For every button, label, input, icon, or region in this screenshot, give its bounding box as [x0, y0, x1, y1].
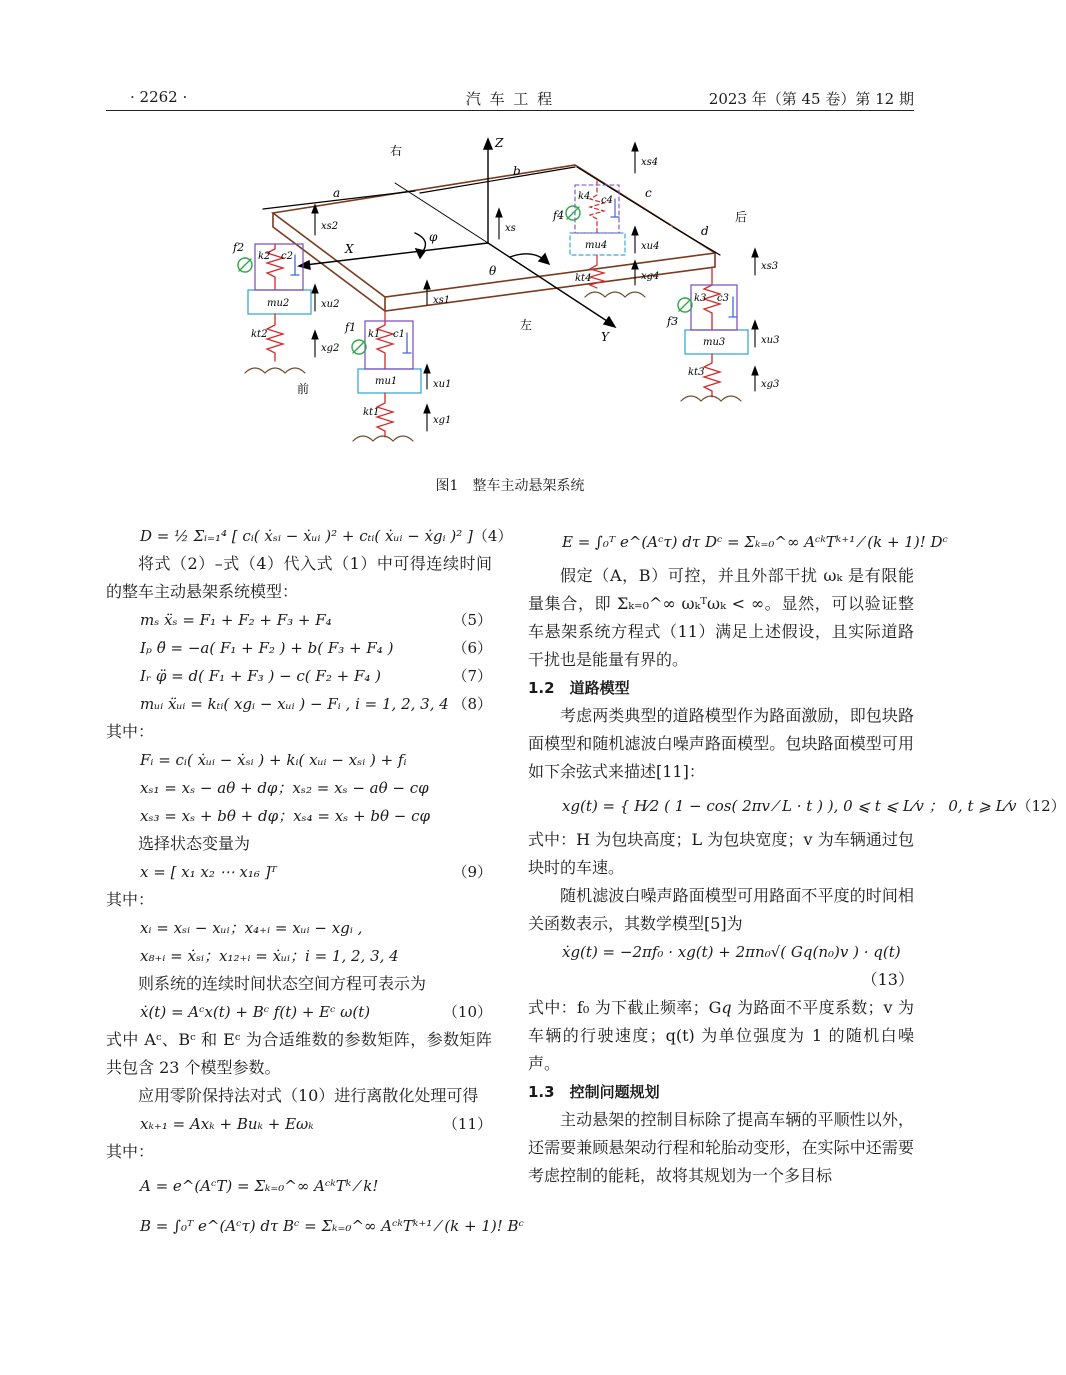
equation	[528, 786, 1066, 826]
label-f4: f4	[553, 209, 565, 222]
label-rear: 后	[735, 210, 748, 224]
right-column	[528, 522, 1066, 1190]
paragraph: 假定（A，B）可控，并且外部干扰 ωₖ 是有限能量集合，即 Σₖ₌₀^∞ ωₖᵀωₖ < ∞。显然，可以验证整车悬架系统方程式（11）满足上述假设，且实际道路干扰也是能量有界的。	[528, 566, 914, 669]
journal-title: 汽 车 工 程	[465, 90, 555, 108]
label-k4: k4	[578, 191, 591, 202]
equation-body: E = ∫₀ᵀ e^(Aᶜτ) dτ Dᶜ = Σₖ₌₀^∞ AᶜᵏTᵏ⁺¹ ⁄ (k + 1)! Dᶜ	[562, 533, 948, 551]
equation-body: x₈₊ᵢ = ẋₛᵢ；x₁₂₊ᵢ = ẋᵤᵢ；i = 1, 2, 3, 4	[140, 947, 399, 965]
equation-number: （6）	[452, 639, 492, 657]
label-xs3: xs3	[761, 261, 779, 272]
label-c2: c2	[281, 251, 293, 262]
label-theta: θ	[489, 264, 497, 278]
paragraph: 式中：f₀ 为下截止频率；G𝑞 为路面不平度系数；v 为车辆的行驶速度；q(t) 为单位强度为 1 的随机白噪声。	[528, 998, 914, 1073]
label-c3: c3	[717, 293, 729, 304]
label-xs4: xs4	[641, 157, 659, 168]
equation-body: Iₚ θ̈ = −a( F₁ + F₂ ) + b( F₃ + F₄ )	[140, 639, 394, 657]
label-phi: φ	[429, 230, 438, 244]
equation	[106, 606, 492, 634]
equation-body: B = ∫₀ᵀ e^(Aᶜτ) dτ Bᶜ = Σₖ₌₀^∞ AᶜᵏTᵏ⁺¹ ⁄ (k + 1)! Bᶜ	[140, 1217, 524, 1235]
equation	[106, 522, 513, 550]
equation-body: xₛ₁ = xₛ − aθ + dφ；xₛ₂ = xₛ − aθ − cφ	[140, 779, 429, 797]
label-k3: k3	[694, 293, 707, 304]
equation	[528, 522, 948, 562]
paragraph: 其中：	[106, 1142, 155, 1161]
label-f1: f1	[345, 321, 357, 334]
equation	[106, 1166, 492, 1206]
label-b: b	[513, 164, 521, 178]
equation-number: （12）	[1016, 797, 1066, 815]
section-heading: 1.3 控制问题规划	[528, 1083, 660, 1101]
label-a: a	[333, 186, 341, 200]
paragraph: 式中：H 为包块高度；L 为包块宽度；v 为车辆通过包块时的车速。	[528, 830, 914, 877]
paragraph: 随机滤波白噪声路面模型可用路面不平度的时间相关函数表示，其数学模型[5]为	[528, 886, 914, 933]
label-k1: k1	[368, 329, 381, 340]
equation-body: Iᵣ φ̈ = d( F₁ + F₃ ) − c( F₂ + F₄ )	[140, 667, 381, 685]
label-c4: c4	[601, 195, 613, 206]
equation-body: xᵢ = xₛᵢ − xᵤᵢ；x₄₊ᵢ = xᵤᵢ − x𝑔ᵢ ,	[140, 919, 363, 937]
label-right: 右	[390, 144, 403, 158]
equation-body: Fᵢ = cᵢ( ẋᵤᵢ − ẋₛᵢ ) + kᵢ( xᵤᵢ − xₛᵢ ) + fᵢ	[140, 751, 407, 769]
label-left: 左	[520, 318, 533, 332]
label-xg1: xg1	[433, 415, 452, 426]
paragraph: 应用零阶保持法对式（10）进行离散化处理可得	[138, 1086, 479, 1105]
paragraph: 主动悬架的控制目标除了提高车辆的平顺性以外，还需要兼顾悬架动行程和轮胎动变形，在实际中还需要考虑控制的能耗，故将其规划为一个多目标	[528, 1110, 914, 1185]
equation	[528, 938, 914, 966]
wheel-corner-3	[678, 267, 748, 401]
equation-body: mᵤᵢ ẍᵤᵢ = kₜᵢ( x𝑔ᵢ − xᵤᵢ ) − Fᵢ , i = 1, 2, 3, 4	[140, 695, 449, 713]
equation-body: A = e^(AᶜT) = Σₖ₌₀^∞ AᶜᵏTᵏ ⁄ k!	[140, 1177, 379, 1195]
equation-body: xₛ₃ = xₛ + bθ + dφ；xₛ₄ = xₛ + bθ − cφ	[140, 807, 430, 825]
label-kt3: kt3	[688, 367, 705, 378]
label-xu2: xu2	[321, 299, 340, 310]
equation-number: （4）	[472, 527, 513, 545]
equation-number: （5）	[452, 611, 492, 629]
label-xg4: xg4	[641, 271, 660, 282]
header-rule	[106, 110, 914, 111]
label-mu1: mu1	[375, 376, 398, 387]
label-xs2: xs2	[321, 221, 339, 232]
paragraph: 考虑两类典型的道路模型作为路面激励，即包块路面模型和随机滤波白噪声路面模型。包块路面模型可用如下余弦式来描述[11]：	[528, 706, 914, 781]
label-xu4: xu4	[641, 241, 660, 252]
equation-number: （11）	[442, 1115, 492, 1133]
paragraph: 选择状态变量为	[138, 834, 251, 853]
equation	[106, 858, 492, 886]
equation-body: x = [ x₁ x₂ ⋯ x₁₆ ]ᵀ	[140, 863, 277, 881]
equation	[106, 802, 492, 830]
label-mu2: mu2	[267, 298, 290, 309]
equation-body: xₖ₊₁ = Axₖ + Buₖ + Eωₖ	[140, 1115, 314, 1133]
equation	[106, 998, 492, 1026]
label-z: Z	[495, 136, 504, 150]
label-xg2: xg2	[321, 343, 340, 354]
equation	[106, 942, 492, 970]
label-mu3: mu3	[703, 337, 726, 348]
label-x: X	[345, 242, 354, 256]
equation-number: （10）	[442, 1003, 492, 1021]
paragraph: 其中：	[106, 890, 155, 909]
label-xs: xs	[505, 223, 516, 234]
suspension-figure	[215, 125, 815, 460]
equation-body: x𝑔(t) = { H⁄2 ( 1 − cos( 2πv ⁄ L · t ) ), 0 ⩽ t ⩽ L⁄v ； 0, t ⩾ L⁄v	[562, 797, 1017, 815]
label-kt1: kt1	[363, 407, 380, 418]
label-mu4: mu4	[585, 240, 608, 251]
label-kt2: kt2	[251, 329, 268, 340]
equation	[106, 746, 492, 774]
equation	[106, 690, 492, 718]
label-xg3: xg3	[761, 379, 780, 390]
label-c: c	[645, 186, 652, 200]
paragraph: 将式（2）–式（4）代入式（1）中可得连续时间的整车主动悬架系统模型：	[106, 554, 492, 601]
page-number: · 2262 ·	[130, 88, 188, 106]
equation	[106, 914, 492, 942]
paragraph: 则系统的连续时间状态空间方程可表示为	[138, 974, 427, 993]
label-f3: f3	[667, 315, 679, 328]
equation-number: （7）	[452, 667, 492, 685]
left-column	[106, 522, 524, 1246]
coordinate-axes	[299, 139, 615, 327]
paragraph: 式中 Aᶜ、Bᶜ 和 Eᶜ 为合适维数的参数矩阵，参数矩阵共包含 23 个模型参数。	[106, 1030, 492, 1077]
figure-caption: 图1 整车主动悬架系统	[435, 478, 585, 494]
equation	[106, 1110, 492, 1138]
label-xu1: xu1	[433, 379, 452, 390]
equation-number: （8）	[452, 695, 492, 713]
equation	[106, 634, 492, 662]
label-c1: c1	[393, 329, 405, 340]
issue-info: 2023 年（第 45 卷）第 12 期	[708, 90, 914, 108]
label-front: 前	[297, 382, 310, 396]
label-kt4: kt4	[575, 273, 592, 284]
equation-body: ẋ𝑔(t) = −2πf₀ · x𝑔(t) + 2πn₀√( G𝑞(n₀)v ) · q(t)	[562, 943, 901, 961]
equation-body: ẋ(t) = Aᶜx(t) + Bᶜ f(t) + Eᶜ ω(t)	[140, 1003, 371, 1021]
label-xs1: xs1	[433, 295, 451, 306]
equation	[106, 662, 492, 690]
paragraph: 其中：	[106, 722, 155, 741]
equation	[106, 774, 492, 802]
equation-number: （9）	[452, 863, 492, 881]
equation-body: D = ½ Σᵢ₌₁⁴ [ cᵢ( ẋₛᵢ − ẋᵤᵢ )² + cₜᵢ( ẋᵤᵢ − ẋ𝑔ᵢ )² ]	[140, 527, 473, 545]
label-y: Y	[601, 330, 609, 344]
label-f2: f2	[233, 241, 245, 254]
equation	[106, 1206, 524, 1246]
section-heading: 1.2 道路模型	[528, 679, 630, 697]
equation-number: （13）	[861, 970, 914, 989]
equation-body: mₛ ẍₛ = F₁ + F₂ + F₃ + F₄	[140, 611, 332, 629]
label-d: d	[701, 224, 709, 238]
label-k2: k2	[258, 251, 271, 262]
label-xu3: xu3	[761, 335, 780, 346]
